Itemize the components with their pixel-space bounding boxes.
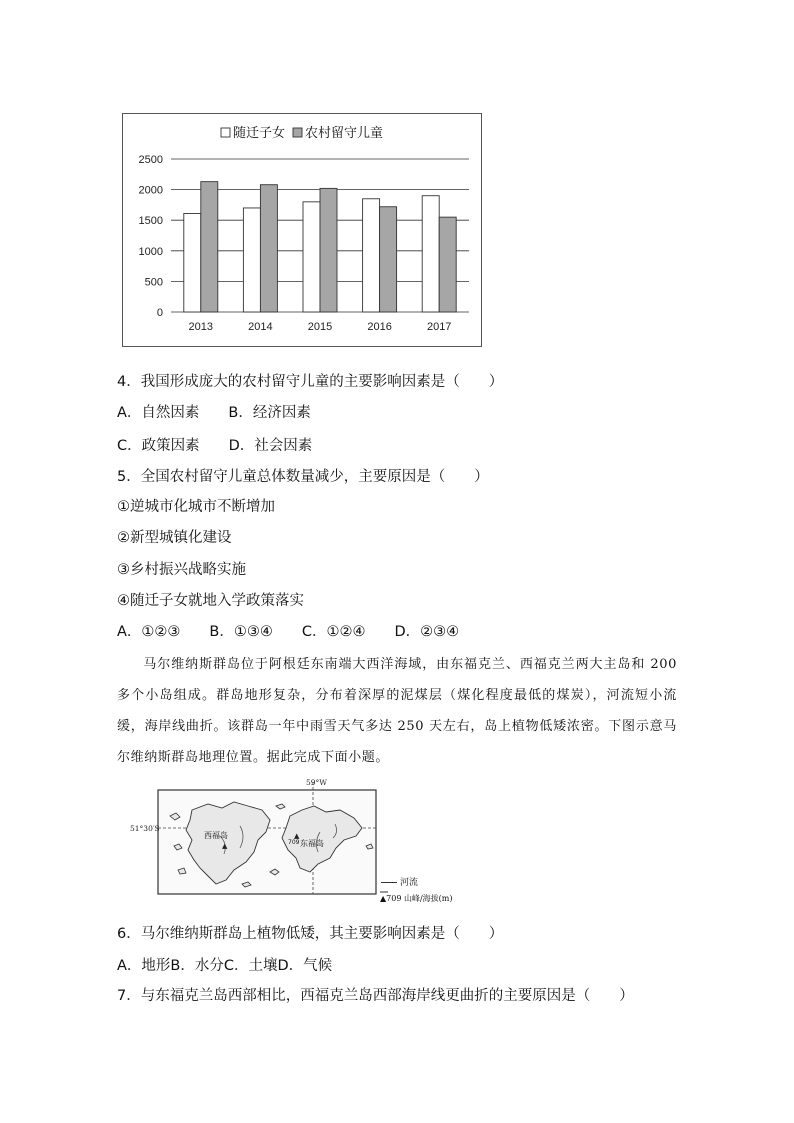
x-tick-label: 2013 <box>188 321 214 333</box>
q5-item-3: ③乡村振兴战略实施 <box>117 562 246 578</box>
bar-migrant-2016 <box>363 199 380 312</box>
q4-stem: 4．我国形成庞大的农村留守儿童的主要影响因素是（ ） <box>117 374 504 390</box>
q5-item-2: ②新型城镇化建设 <box>117 530 232 546</box>
q4-options-line2: C．政策因素 D．社会因素 <box>117 438 313 454</box>
y-tick-label: 0 <box>156 307 163 319</box>
y-tick-label: 2500 <box>138 154 163 166</box>
passage <box>117 649 677 773</box>
x-tick-label: 2017 <box>426 321 452 333</box>
q5-item-4: ④随迁子女就地入学政策落实 <box>117 593 304 609</box>
chart-canvas <box>123 114 481 346</box>
legend-peak: ▲709 山峰/海拔(m) <box>380 894 453 903</box>
q6-stem: 6．马尔维纳斯群岛上植物低矮，其主要影响因素是（ ） <box>117 926 504 942</box>
bar-migrant-2017 <box>422 196 439 312</box>
falklands-map <box>130 776 388 912</box>
passage-text: 马尔维纳斯群岛位于阿根廷东南端大西洋海域，由东福克兰、西福克兰两大主岛和 200 多个小岛组成。群岛地形复杂，分布着深厚的泥煤层（煤化程度最低的煤炭），河流短小流缓，海岸线曲折。该群岛一年中雨雪天气多达 250 天左右，岛上植物低矮浓密。下图示意马尔维纳斯群岛地理位置。据此完成下面小题。 <box>117 657 677 765</box>
bar-migrant-2013 <box>184 213 201 312</box>
x-tick-label: 2015 <box>307 321 333 333</box>
legend-swatch-migrant <box>221 128 230 137</box>
legend-river-icon <box>381 882 397 883</box>
bar-left-behind-2015 <box>320 188 337 312</box>
y-tick-label: 2000 <box>138 184 163 197</box>
legend-peak-number: 709 <box>386 894 402 903</box>
legend-swatch-left-behind <box>293 128 302 137</box>
legend-label-migrant: 随迁子女 <box>233 126 286 141</box>
bar-left-behind-2013 <box>201 182 218 312</box>
q5-options: A．①②③ B．①③④ C．①②④ D．②③④ <box>117 624 460 640</box>
map-canvas <box>130 776 388 912</box>
west-peak-icon: ▲ <box>222 842 228 850</box>
q5-item-1: ①逆城市化城市不断增加 <box>117 499 275 515</box>
bar-left-behind-2016 <box>380 207 397 312</box>
lat-label: 51°30′S <box>130 824 160 833</box>
q4-options-line1: A．自然因素 B．经济因素 <box>117 405 311 421</box>
map-frame <box>158 790 376 894</box>
east-island-label: 东福岛 <box>300 839 324 848</box>
bar-left-behind-2014 <box>260 185 277 312</box>
q5-stem: 5．全国农村留守儿童总体数量减少，主要原因是（ ） <box>117 469 489 485</box>
x-tick-label: 2014 <box>248 321 273 333</box>
y-tick-label: 1500 <box>138 215 163 228</box>
q6-options: A．地形B．水分C．土壤D．气候 <box>117 958 333 974</box>
bar-chart <box>122 113 482 347</box>
bar-migrant-2014 <box>243 208 260 312</box>
x-tick-label: 2016 <box>367 321 392 333</box>
bar-migrant-2015 <box>303 202 320 312</box>
y-tick-label: 1000 <box>138 245 163 258</box>
q7-stem: 7．与东福克兰岛西部相比，西福克兰岛西部海岸线更曲折的主要原因是（ ） <box>117 988 634 1004</box>
y-tick-label: 500 <box>144 276 163 289</box>
west-island-label: 西福岛 <box>204 831 228 840</box>
legend-label-left-behind: 农村留守儿童 <box>305 126 384 141</box>
lon-label: 59°W <box>306 778 328 787</box>
legend-river-label: 河流 <box>400 878 419 888</box>
bar-left-behind-2017 <box>439 217 456 312</box>
legend-peak-label: 山峰/海拔(m) <box>403 894 453 903</box>
east-peak-icon: ▲ <box>294 832 300 840</box>
east-peak-value: 709 <box>288 839 300 846</box>
